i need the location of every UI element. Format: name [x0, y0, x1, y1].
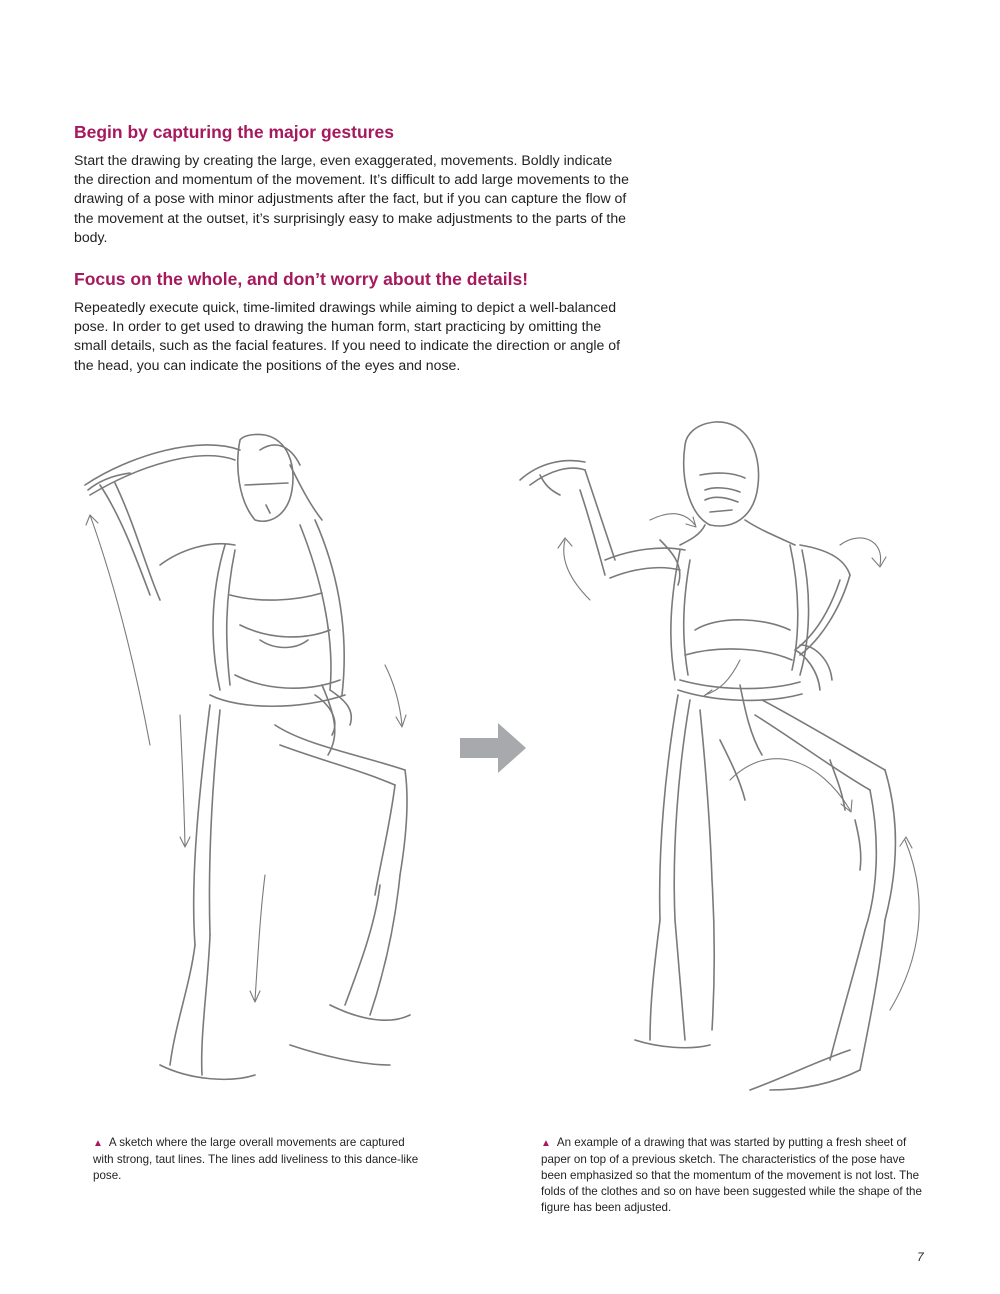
caption-left-text: A sketch where the large overall movements are captured with strong, taut lines. The lines add liveliness to this dance-like pose. [93, 1136, 419, 1182]
section-major-gestures [74, 122, 634, 247]
paragraph-focus-on-whole: Repeatedly execute quick, time-limited drawings while aiming to depict a well-balanced pose. In order to get used to drawing the human form, start practicing by omitting the small details, such as the facial features. If you need to indicate the direction or angle of the head, you can indicate the positions of the eyes and nose. [74, 299, 621, 373]
gesture-sketch-left [60, 425, 450, 1095]
section-focus-on-whole [74, 269, 634, 375]
caption-right-text: An example of a drawing that was started by putting a fresh sheet of paper on top of a previous sketch. The characteristics of the pose have been emphasized so that the momentum of the movement is not lost. The folds of the clothes and so on have been suggested while the shape of the figure has been adjusted. [541, 1136, 922, 1214]
page-number: 7 [917, 1250, 924, 1264]
caption-right [541, 1135, 926, 1216]
paragraph-major-gestures: Start the drawing by creating the large, even exaggerated, movements. Boldly indicate the direction and momentum of the movement. It’s difficult to add large movements to the drawing of a pose with minor adjustments after the fact, but if you can capture the flow of the movement at the outset, it’s surprisingly easy to make adjustments to the parts of the body. [74, 152, 629, 245]
heading-major-gestures: Begin by capturing the major gestures [74, 122, 394, 142]
caption-marker-icon: ▲ [93, 1138, 103, 1149]
caption-left [93, 1135, 423, 1184]
heading-focus-on-whole: Focus on the whole, and don’t worry about the details! [74, 269, 529, 289]
refined-sketch-right [500, 400, 960, 1100]
caption-marker-icon: ▲ [541, 1138, 551, 1149]
